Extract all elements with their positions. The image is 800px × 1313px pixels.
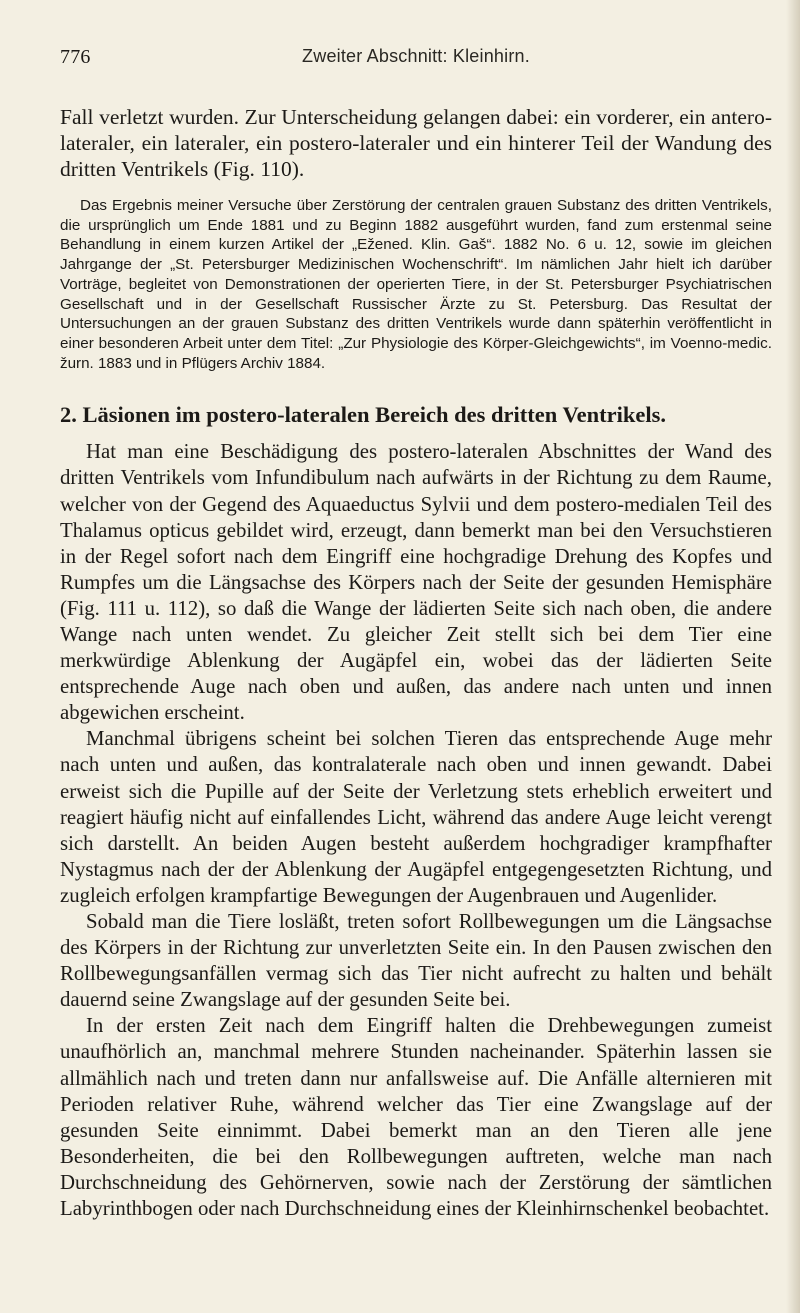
footnote-paragraph: Das Ergebnis meiner Versuche über Zerstörung der centralen grauen Substanz des dritten Ventrikels, die ursprünglich um Ende 1881 und zu Beginn 1882 ausgeführt wurden, fand zum erstenmal seine Behandlung in einem kurzen Artikel der „Ežened. Klin. Gaš“. 1882 No. 6 u. 12, sowie im gleichen Jahrgange der „St. Petersburger Medizinischen Wochenschrift“. Im nämlichen Jahr hielt ich darüber Vorträge, begleitet von Demonstrationen der operierten Tiere, in der St. Petersburger Psychiatrischen Gesellschaft und in der Gesellschaft Russischer Ärzte zu St. Petersburg. Das Resultat der Untersuchungen an der grauen Substanz des dritten Ventrikels wurde dann späterhin veröffentlicht in einer besonderen Arbeit unter dem Titel: „Zur Physiologie des Körper-Gleichgewichts“, im Voenno-medic. žurn. 1883 und in Pflügers Archiv 1884. — [60, 197, 772, 372]
page-edge-shadow — [786, 0, 800, 1313]
running-title: Zweiter Abschnitt: Kleinhirn. — [302, 46, 530, 66]
intro-paragraph: Fall verletzt wurden. Zur Unterscheidung gelangen dabei: ein vorderer, ein antero-lateraler, ein lateraler, ein postero-lateraler und ein hinterer Teil der Wandung des dritten Ventrikels (Fig. 110). — [60, 105, 772, 181]
body-paragraph: In der ersten Zeit nach dem Eingriff halten die Drehbewegungen zumeist unaufhörlich an, manchmal mehrere Stunden nacheinander. Späterhin lassen sie allmählich nach und treten dann nur anfallsweise auf. Die Anfälle alternieren mit Perioden relativer Ruhe, während welcher das Tier eine Zwangslage auf der gesunden Seite einnimmt. Dabei bemerkt man an den Tieren alle jene Besonderheiten, die bei den Rollbewegungen auftreten, welche man nach Durchschneidung des Gehörnerven, sowie nach der Zerstörung der sämtlichen Labyrinthbogen oder nach Durchschneidung eines der Kleinhirnschenkel beobachtet. — [60, 1014, 772, 1221]
body-paragraph: Sobald man die Tiere losläßt, treten sofort Rollbewegungen um die Längsachse des Körpers in der Richtung zur unverletzten Seite ein. In den Pausen zwischen den Rollbewegungsanfällen vermag sich das Tier nicht aufrecht zu halten und behält dauernd seine Zwangslage auf der gesunden Seite bei. — [60, 910, 772, 1012]
page-header — [60, 46, 772, 74]
section-heading: 2. Läsionen im postero-lateralen Bereich des dritten Ventrikels. — [60, 402, 667, 428]
body-paragraph: Hat man eine Beschädigung des postero-lateralen Abschnittes der Wand des dritten Ventrikels vom Infundibulum nach aufwärts in der Richtung zu dem Raume, welcher von der Gegend des Aquaeductus Sylvii und dem postero-medialen Teil des Thalamus opticus gebildet wird, erzeugt, dann bemerkt man bei den Versuchstieren in der Regel sofort nach dem Eingriff eine hochgradige Drehung des Kopfes und Rumpfes um die Längsachse des Körpers nach der Seite der gesunden Hemisphäre (Fig. 111 u. 112), so daß die Wange der lädierten Seite sich nach oben, die andere Wange nach unten wendet. Zu gleicher Zeit stellt sich bei dem Tier eine merkwürdige Ablenkung der Augäpfel ein, wobei das der lädierten Seite entsprechende Auge nach oben und außen, das andere nach unten und innen abgewichen erscheint. — [60, 440, 772, 725]
page-number: 776 — [60, 46, 91, 68]
body-paragraph: Manchmal übrigens scheint bei solchen Tieren das entsprechende Auge mehr nach unten und außen, das kontralaterale nach oben und innen gewandt. Dabei erweist sich die Pupille auf der Seite der Verletzung stets erheblich erweitert und reagiert häufig nicht auf einfallendes Licht, während das andere Auge leicht verengt sich darstellt. An beiden Augen besteht außerdem hochgradiger krampfhafter Nystagmus nach der der Ablenkung der Augäpfel entgegengesetzten Richtung, und zugleich erfolgen krampfartige Bewegungen der Augenbrauen und Augenlider. — [60, 727, 772, 907]
